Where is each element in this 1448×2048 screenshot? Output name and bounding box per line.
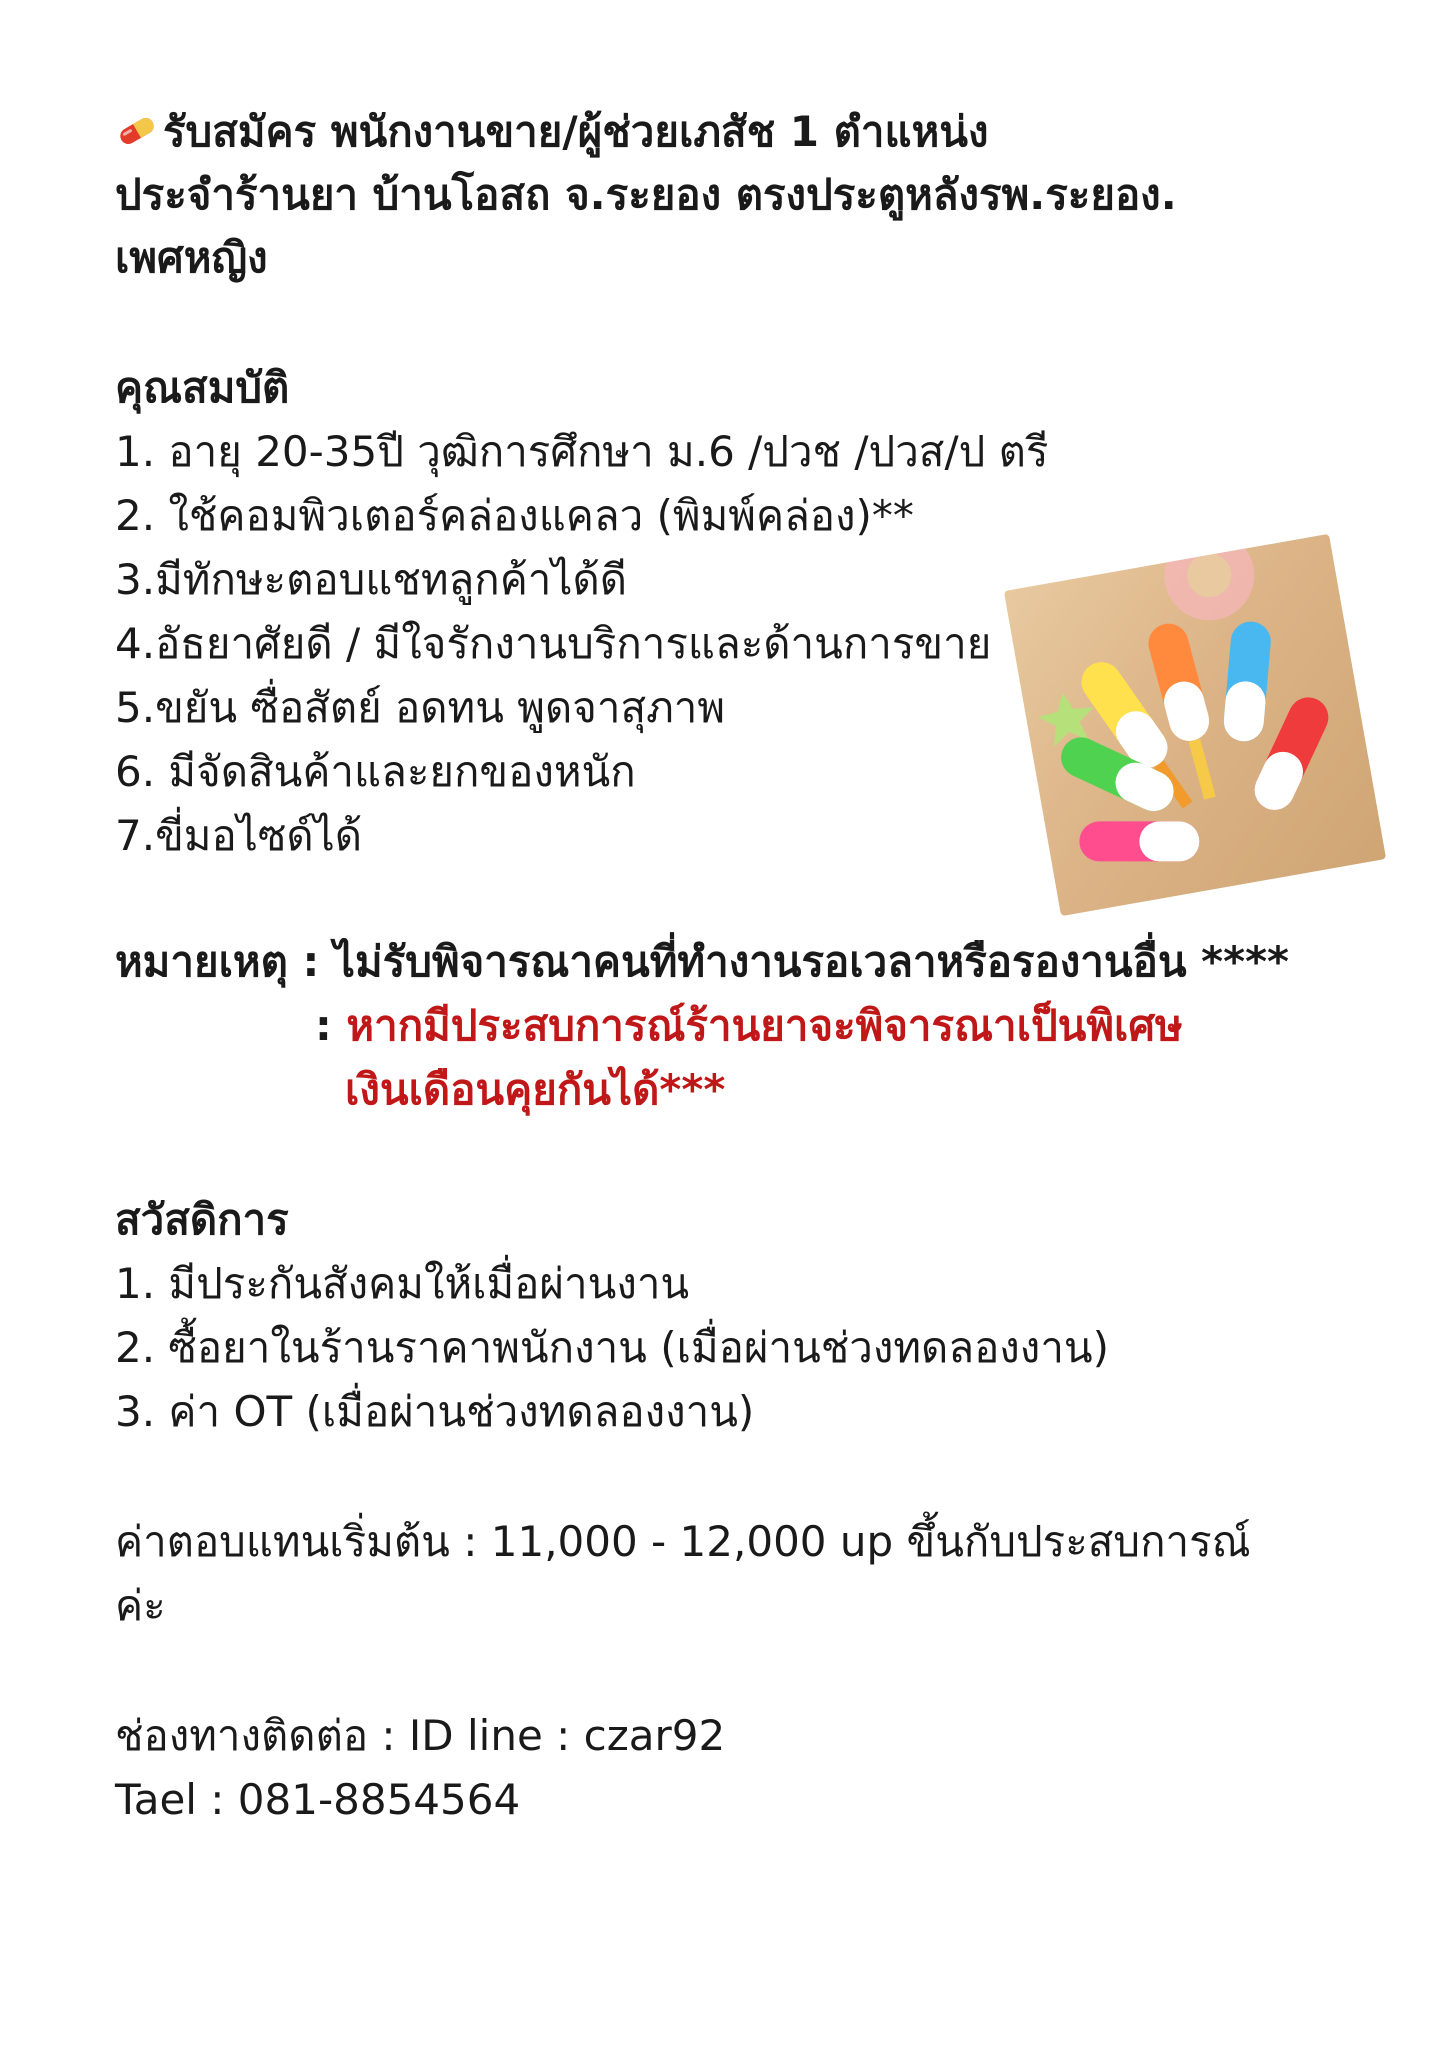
benefits-heading: สวัสดิการ <box>115 1195 289 1244</box>
qualification-item: 5.ขยัน ซื่อสัตย์ อดทน พูดจาสุภาพ <box>115 683 726 732</box>
pill-icon <box>115 103 159 167</box>
salary-line-2: ค่ะ <box>115 1581 166 1630</box>
salary-line-1: ค่าตอบแทนเริ่มต้น : 11,000 - 12,000 up ขึ้นกับประสบการณ์ <box>115 1517 1251 1566</box>
benefit-item: 2. ซื้อยาในร้านราคาพนักงาน (เมื่อผ่านช่วงทดลองงาน) <box>115 1323 1109 1372</box>
qualification-item: 7.ขี่มอไซด์ได้ <box>115 811 362 860</box>
benefit-item: 1. มีประกันสังคมให้เมื่อผ่านงาน <box>115 1259 690 1308</box>
qualification-item: 1. อายุ 20-35ปี วุฒิการศึกษา ม.6 /ปวช /ปวส/ป ตรี <box>115 427 1049 476</box>
qualification-item: 3.มีทักษะตอบแชทลูกค้าได้ดี <box>115 555 628 604</box>
note-colon: : <box>315 1001 347 1050</box>
note-line-3: เงินเดือนคุยกันได้*** <box>345 1065 726 1114</box>
qualifications-heading: คุณสมบัติ <box>115 363 290 412</box>
posting-title-line-2: ประจำร้านยา บ้านโอสถ จ.ระยอง ตรงประตูหลังรพ.ระยอง. <box>115 170 1177 219</box>
note-text-2: หากมีประสบการณ์ร้านยาจะพิจารณาเป็นพิเศษ <box>346 1001 1183 1050</box>
contact-line-phone: Tael : 081-8854564 <box>115 1775 521 1824</box>
posting-title-line-3: เพศหญิง <box>115 233 268 282</box>
pill-pens-photo <box>1004 534 1386 916</box>
note-label: หมายเหตุ : <box>115 937 334 986</box>
benefit-item: 3. ค่า OT (เมื่อผ่านช่วงทดลองงาน) <box>115 1387 755 1436</box>
note-line-1 <box>115 930 1289 994</box>
qualification-item: 4.อัธยาศัยดี / มีใจรักงานบริการและด้านการขาย <box>115 619 992 668</box>
title-text-1: รับสมัคร พนักงานขาย/ผู้ช่วยเภสัช 1 ตำแหน่ง <box>163 107 989 156</box>
note-text-1: ไม่รับพิจารณาคนที่ทำงานรอเวลาหรือรองานอื่น **** <box>333 937 1290 986</box>
posting-title-line-1 <box>115 100 988 167</box>
note-line-2 <box>315 994 1183 1058</box>
qualification-item: 6. มีจัดสินค้าและยกของหนัก <box>115 747 636 796</box>
qualification-item: 2. ใช้คอมพิวเตอร์คล่องแคลว (พิมพ์คล่อง)** <box>115 491 914 540</box>
contact-line-id: ช่องทางติดต่อ : ID line : czar92 <box>115 1711 726 1760</box>
